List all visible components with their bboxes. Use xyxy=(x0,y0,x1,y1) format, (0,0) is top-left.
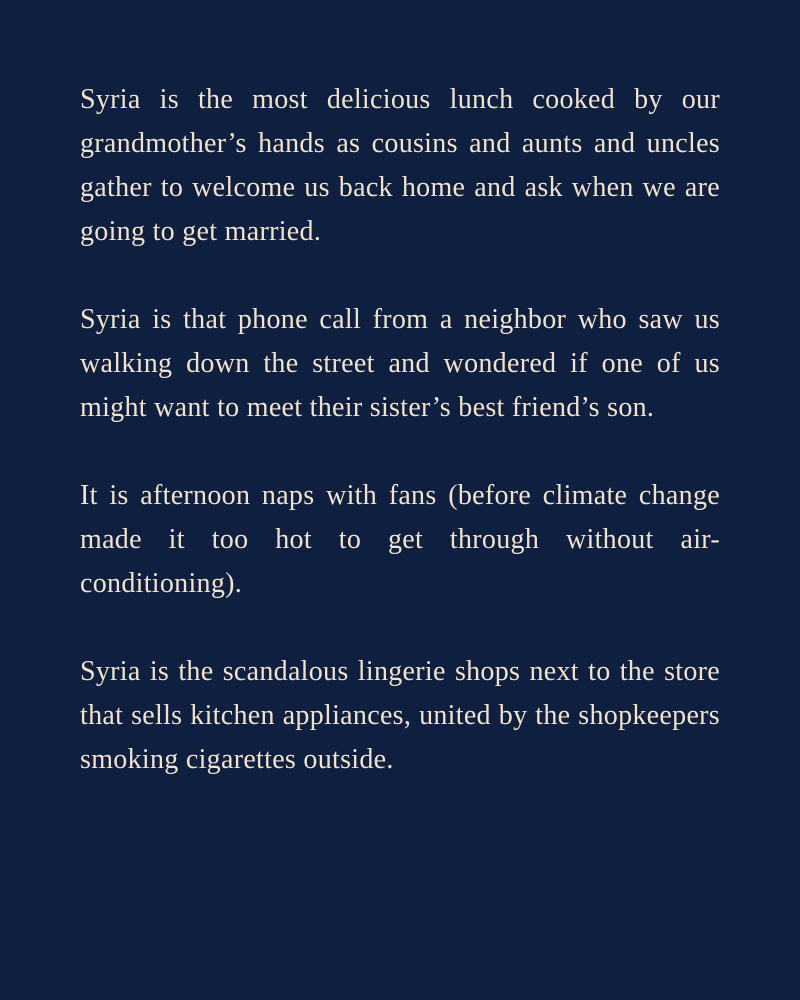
paragraph-lingerie-shops: Syria is the scandalous lingerie shops next to the store that sells kitchen appliances, united by the shopkeepers smoking cigarettes outside. xyxy=(80,656,720,775)
paragraph-neighbor-phone-call: Syria is that phone call from a neighbor who saw us walking down the street and wondered if one of us might want to meet their sister’s best friend’s son. xyxy=(80,304,720,423)
paragraph-grandmother-lunch: Syria is the most delicious lunch cooked by our grandmother’s hands as cousins and aunts and uncles gather to welcome us back home and ask when we are going to get married. xyxy=(80,84,720,247)
paragraph-afternoon-naps: It is afternoon naps with fans (before climate change made it too hot to get through without air-conditioning). xyxy=(80,480,720,599)
